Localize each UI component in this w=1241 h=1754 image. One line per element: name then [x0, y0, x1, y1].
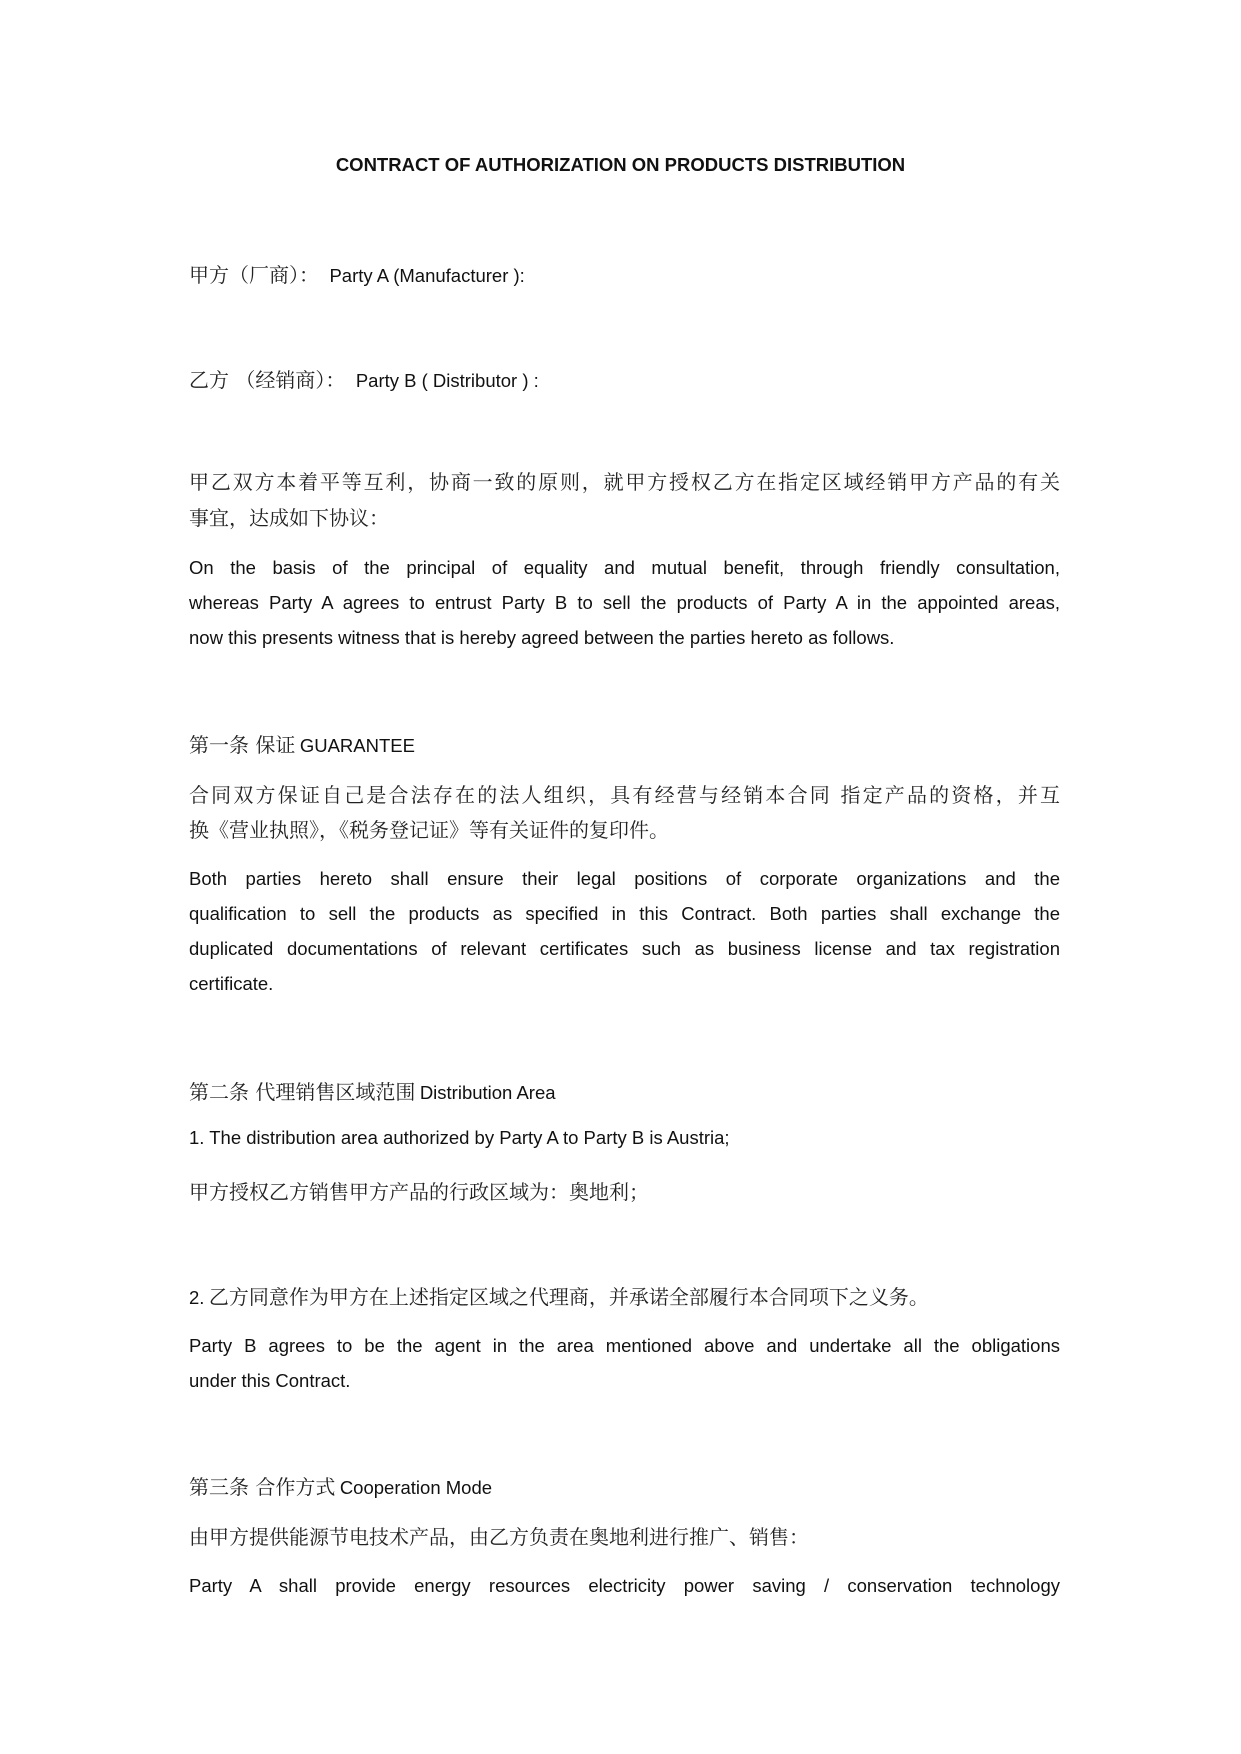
article-2-heading-en: Distribution Area: [419, 1082, 556, 1103]
article-1-heading: [189, 729, 1060, 758]
contract-title: CONTRACT OF AUTHORIZATION ON PRODUCTS DISTRIBUTION: [335, 154, 906, 175]
article-1-en-line-3: duplicated documentations of relevant certificates such as business license and tax registration: [189, 938, 1060, 959]
preamble-en-line-1: On the basis of the principal of equality and mutual benefit, through friendly consultation,: [189, 557, 1060, 578]
party-b-label-en: Party B ( Distributor ) :: [355, 370, 539, 391]
preamble-en-line-2: whereas Party A agrees to entrust Party B to sell the products of Party A in the appointed areas,: [189, 592, 1060, 613]
party-a-label-en: Party A (Manufacturer ):: [329, 265, 525, 286]
party-b-label-zh: 乙方 （经销商）：: [189, 368, 346, 392]
article-2-heading: [189, 1076, 1060, 1105]
article-1-zh-line-1: 合同双方保证自己是合法存在的法人组织，具有经营与经销本合同 指定产品的资格，并互: [189, 783, 1060, 807]
preamble-en-line-3: now this presents witness that is hereby agreed between the parties hereto as follows.: [189, 627, 895, 648]
article-2-item-2-zh: 乙方同意作为甲方在上述指定区域之代理商，并承诺全部履行本合同项下之义务。: [208, 1285, 929, 1309]
article-2-item-2-en-line-1: Party B agrees to be the agent in the area mentioned above and undertake all the obligations: [189, 1335, 1060, 1356]
article-3-zh: 由甲方提供能源节电技术产品，由乙方负责在奥地利进行推广、销售：: [189, 1525, 809, 1549]
article-1-en-line-1: Both parties hereto shall ensure their legal positions of corporate organizations and the: [189, 868, 1060, 889]
article-2-item-2: [189, 1281, 1060, 1310]
article-3-en: Party A shall provide energy resources electricity power saving / conservation technology: [189, 1575, 1060, 1596]
article-1-en-line-2: qualification to sell the products as specified in this Contract. Both parties shall exchange the: [189, 903, 1060, 924]
article-1-en-line-4: certificate.: [189, 973, 274, 994]
article-2-item-2-en-line-2: under this Contract.: [189, 1370, 351, 1391]
article-1-heading-zh: 第一条 保证: [189, 733, 296, 757]
preamble-zh-line-1: 甲乙双方本着平等互利，协商一致的原则，就甲方授权乙方在指定区域经销甲方产品的有关: [189, 470, 1060, 494]
article-2-item-2-number: 2.: [189, 1287, 205, 1308]
article-1-zh-line-2: 换《营业执照》，《税务登记证》等有关证件的复印件。: [189, 818, 669, 842]
party-a-label-zh: 甲方（厂商）：: [189, 263, 319, 287]
preamble-zh-line-2: 事宜，达成如下协议：: [189, 506, 389, 530]
party-b-line: [189, 364, 1060, 393]
article-2-item-1-en: 1. The distribution area authorized by Party A to Party B is Austria;: [189, 1127, 730, 1148]
party-a-line: [189, 259, 1060, 288]
article-3-heading-en: Cooperation Mode: [339, 1477, 493, 1498]
article-3-heading-zh: 第三条 合作方式: [189, 1475, 336, 1499]
article-1-heading-en: GUARANTEE: [299, 735, 415, 756]
article-2-heading-zh: 第二条 代理销售区域范围: [189, 1080, 416, 1104]
article-3-heading: [189, 1471, 1060, 1500]
article-2-item-1-zh: 甲方授权乙方销售甲方产品的行政区域为：奥地利；: [189, 1180, 649, 1204]
